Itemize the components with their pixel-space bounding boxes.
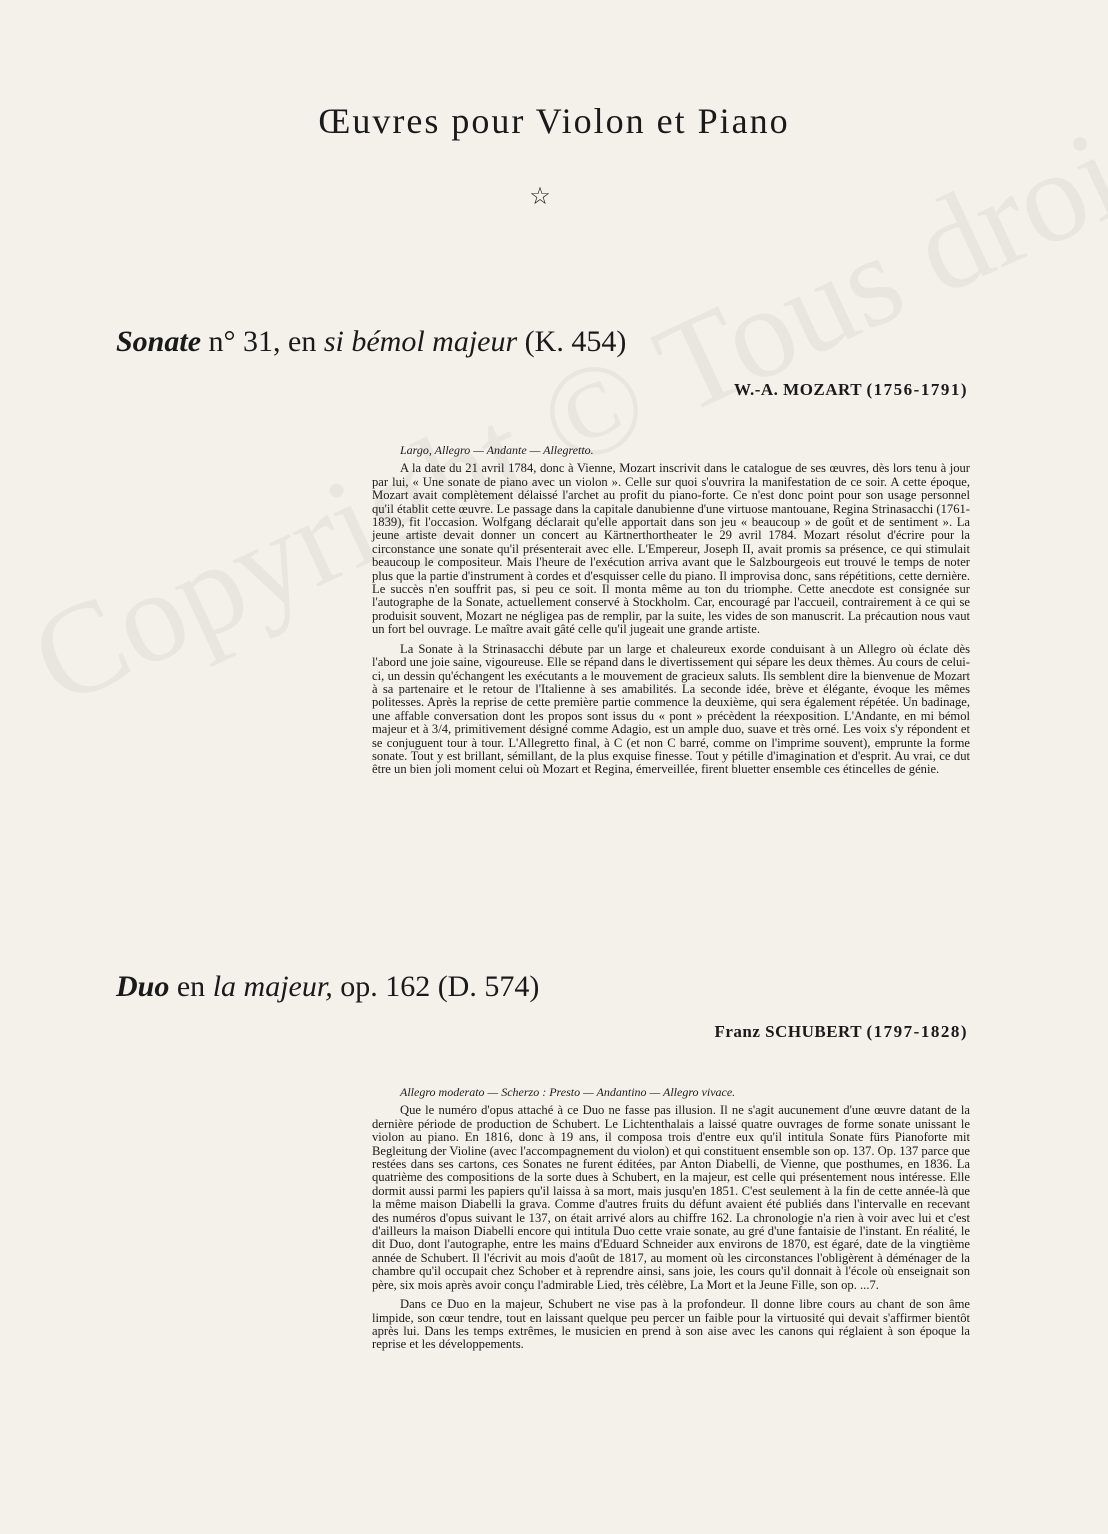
star-ornament-icon: ☆ [529, 184, 551, 210]
work-title-part: en [169, 970, 213, 1003]
work-title-bold: Duo [116, 970, 170, 1003]
work-title-catalog: (K. 454) [517, 325, 627, 358]
composer-first-name: W.-A. [734, 380, 779, 399]
composer-first-name: Franz [714, 1022, 761, 1041]
movements-list: Allegro moderato — Scherzo : Presto — Andantino — Allegro vivace. [400, 1085, 736, 1099]
page-title: Œuvres pour Violon et Piano [318, 101, 790, 141]
work-title-bold: Sonate [116, 325, 202, 358]
composer-dates: (1756-1791) [866, 380, 968, 399]
work-title-part: n° 31, en [201, 325, 324, 358]
composer-mozart [734, 380, 968, 400]
work-title-key: si bémol majeur [323, 325, 518, 358]
notes-paragraph: La Sonate à la Strinasacchi débute par un large et chaleureux exorde conduisant à un Allegro où éclate dès l'abord une joie saine, vigoureuse. Elle se répand dans le divertissement qui sépare les deux thèmes. Au cours de celui-ci, un dessin qu'échangent les exécutants a le mouvement de gracieux saluts. Ils semblent dire la bienvenue de Mozart à sa partenaire et le retour de l'Italienne à ses amabilités. La seconde idée, brève et élégante, évoque les mêmes politesses. Après la reprise de cette première partie commence la deuxième, qui sera également répétée. Un badinage, une affable conversation dont les propos sont issus du « pont » précèdent la réexposition. L'Andante, en mi bémol majeur et à 3/4, primitivement désigné comme Adagio, est un ample duo, suave et très orné. Les voix s'y répondent et se conjuguent tour à tour. L'Allegretto final, à C (et non C barré, comme on l'imprime souvent), emprunte la forme sonate. Tout y est brillant, sémillant, de la plus exquise finesse. Tout y pétille d'imagination et d'esprit. Au vrai, ce dut être un bien joli moment celui où Mozart et Regina, émerveillée, firent bluetter ensemble ces étincelles de génie. [372, 641, 970, 777]
notes-paragraph: Dans ce Duo en la majeur, Schubert ne vise pas à la profondeur. Il donne libre cours au chant de son âme limpide, son cœur tendre, tout en laissant quelque peu percer un faible pour la virtuosité qui devait s'affirmer bientôt après lui. Dans les temps extrêmes, le musicien en prend à son aise avec les canons qui réglaient à son époque la reprise et les développements. [372, 1297, 970, 1352]
work-title-mozart [116, 325, 626, 359]
notes-mozart [372, 444, 970, 783]
composer-last-name: SCHUBERT [765, 1022, 862, 1041]
composer-dates: (1797-1828) [866, 1022, 968, 1041]
movements-list: Largo, Allegro — Andante — Allegretto. [400, 443, 594, 457]
composer-schubert [714, 1022, 968, 1042]
notes-schubert [372, 1086, 970, 1358]
composer-last-name: MOZART [783, 380, 862, 399]
work-title-catalog: op. 162 (D. 574) [332, 970, 540, 1003]
notes-paragraph: Que le numéro d'opus attaché à ce Duo ne fasse pas illusion. Il ne s'agit aucunement d'une œuvre datant de la dernière période de production de Schubert. Le Lichtenthalais a laissé quatre ouvrages de forme sonate unissant le violon au piano. En 1816, donc à 19 ans, il composa trois d'entre eux qu'il intitula Sonate fürs Pianoforte mit Begleitung der Violine (avec l'accompagnement du violon) et qui constituent ensemble son op. 137. Op. 137 parce que restées dans ses cartons, ces Sonates ne furent éditées, par Anton Diabelli, de Vienne, que posthumes, en 1836. La quatrième des compositions de la sorte dues à Schubert, en la majeur, est celle qui présentement nous intéresse. Elle dormit aussi parmi les papiers qu'il laissa à sa mort, mais jusqu'en 1851. C'est seulement à la fin de cette année-là que la même maison Diabelli la grava. Comme d'autres fruits du défunt avaient été publiés dans l'intervalle en recevant des numéros d'opus suivant le 137, on était arrivé alors au chiffre 162. La chronologie n'a rien à voir avec lui et c'est d'ailleurs la maison Diabelli encore qui intitula Duo cette vraie sonate, au gré d'une fantaisie de l'instant. En réalité, le dit Duo, dont l'autographe, entre les mains d'Eduard Schneider aux environs de 1870, est égaré, date de la vingtième année de Schubert. Il l'écrivit au mois d'août de 1817, au moment où les circonstances l'obligèrent à déménager de la chambre qu'il occupait chez Schober et à reprendre ainsi, sans joie, les cours qu'il donnait à l'école où enseignait son père, six mois après avoir conçu l'admirable Lied, très célèbre, La Mort et la Jeune Fille, son op. ...7. [372, 1103, 970, 1292]
work-title-key: la majeur, [212, 970, 333, 1003]
notes-paragraph: A la date du 21 avril 1784, donc à Vienne, Mozart inscrivit dans le catalogue de ses œuvres, dès lors tenu à jour par lui, « Une sonate de piano avec un violon ». Celle sur quoi s'ouvrira la manifestation de ce soir. A cette époque, Mozart avait complètement délaissé l'archet au profit du piano-forte. Ce n'est donc point pour son usage personnel qu'il établit cette œuvre. Le passage dans la capitale danubienne d'une virtuose mantouane, Regina Strinasacchi (1761-1839), fit l'occasion. Wolfgang déclarait qu'elle apportait dans son jeu « beaucoup » de goût et de sentiment ». La jeune artiste devait donner un concert au Kärtnerthortheater le 29 avril 1784. Mozart résolut d'écrire pour la circonstance une sonate qu'il présenterait avec elle. L'Empereur, Joseph II, avait promis sa présence, ce qui stimulait beaucoup le compositeur. Mais l'heure de l'exécution arriva avant que le Salzbourgeois eut trouvé le temps de noter plus que la partie d'instrument à cordes et d'esquisser celle du piano. Il improvisa donc, sans répétitions, cette dernière. Le succès n'en souffrit pas, si peu ce soit. Il monta même au ton du triomphe. Cette anecdote est consignée sur l'autographe de la Sonate, actuellement conservé à Stockholm. Car, encouragé par l'accueil, contrairement à ce qui se produisit souvent, Mozart ne négligea pas de remplir, par la suite, les vides de son manuscrit. La précaution nous vaut un fort bel ouvrage. Le maître avait gâté celle qu'il jugeait une grande artiste. [372, 461, 970, 637]
work-title-schubert [116, 970, 539, 1004]
